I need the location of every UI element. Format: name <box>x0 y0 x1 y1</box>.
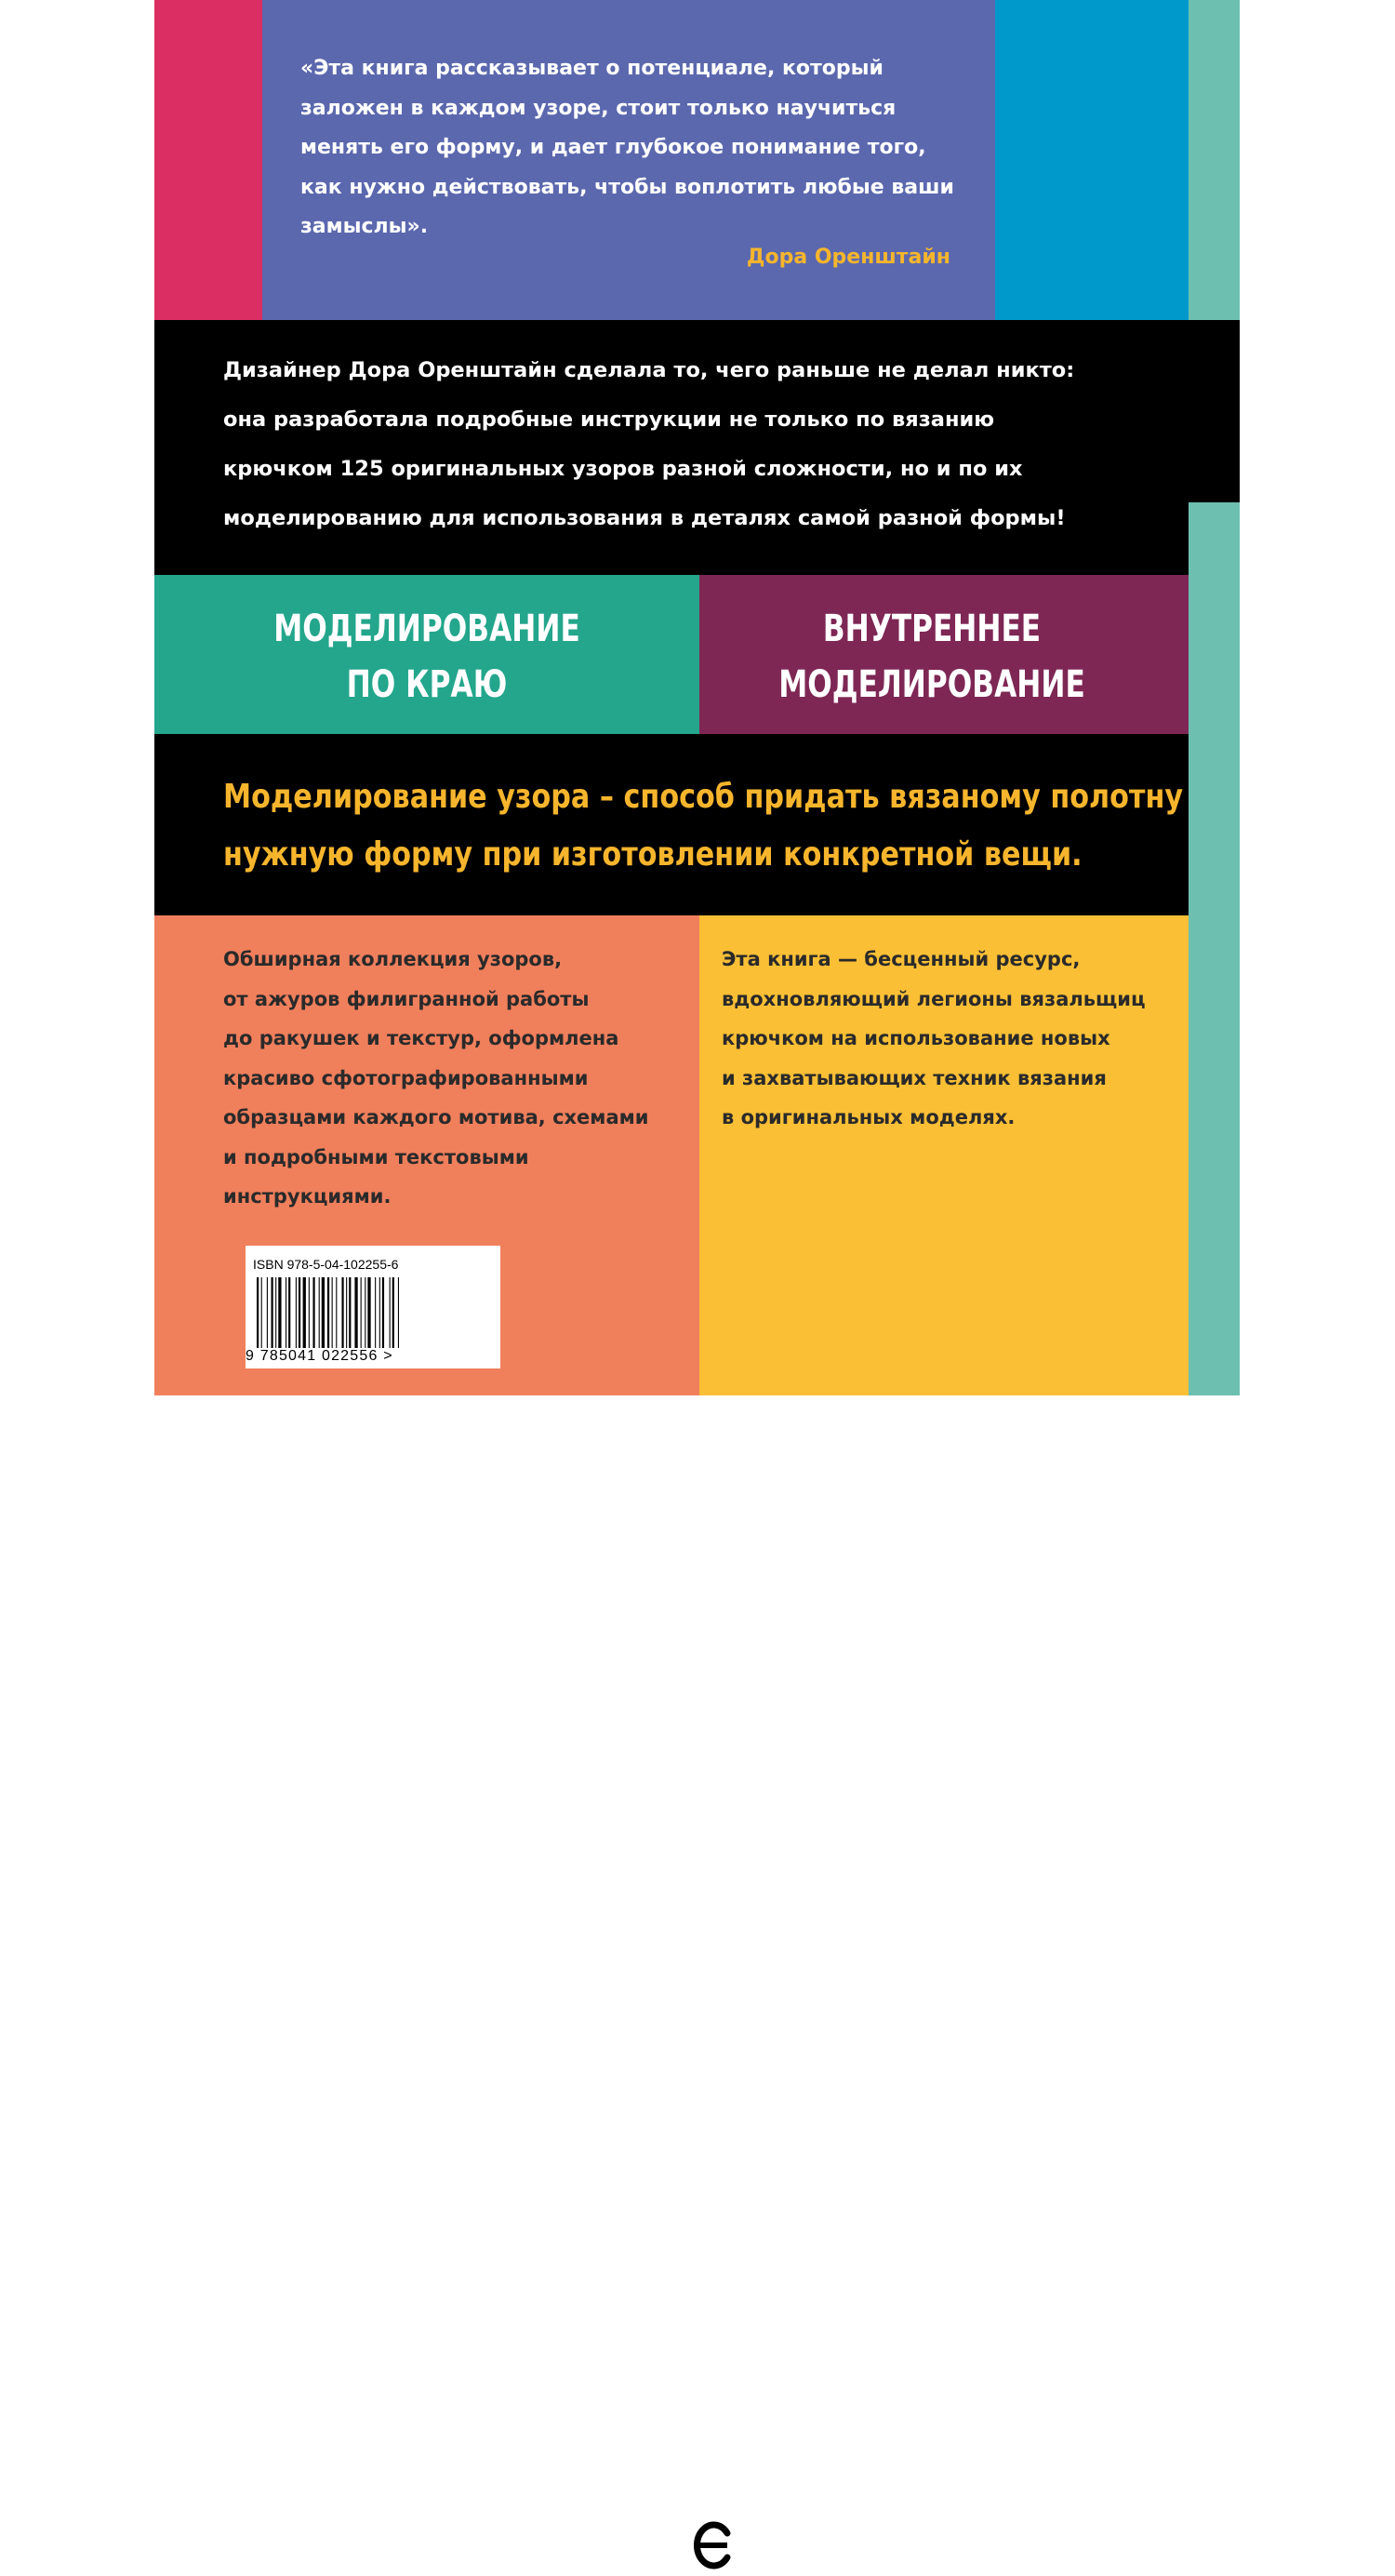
quote-line: менять его форму, и дает глубокое понимание того, <box>300 136 926 159</box>
resource-line: в оригинальных моделях. <box>722 1106 1016 1128</box>
collection-line: инструкциями. <box>223 1185 392 1208</box>
barcode-bar <box>296 1277 297 1348</box>
barcode-bar <box>398 1277 399 1348</box>
collection-line: и подробными текстовыми <box>223 1145 529 1168</box>
collection-text <box>223 940 688 1217</box>
definition-line: нужную форму при изготовлении конкретной вещи. <box>223 835 1083 874</box>
resource-line: Эта книга — бесценный ресурс, <box>722 948 1081 970</box>
barcode-bar <box>361 1277 362 1348</box>
barcode <box>257 1277 443 1348</box>
barcode-bar <box>299 1277 300 1348</box>
spine-black-tab <box>1189 320 1240 502</box>
edge-shaping-heading <box>214 601 639 713</box>
barcode-bar <box>319 1277 320 1348</box>
barcode-bar <box>367 1277 370 1348</box>
barcode-bar <box>346 1277 347 1348</box>
quote-line: как нужно действовать, чтобы воплотить любые ваши <box>300 175 954 199</box>
isbn-barcode-box <box>246 1246 500 1368</box>
ean-digits: 9 785041 022556 > <box>246 1348 393 1364</box>
resource-line: вдохновляющий легионы вязальщиц <box>722 987 1146 1010</box>
quote-author: Дора Оренштайн <box>746 246 950 269</box>
resource-text <box>722 940 1182 1138</box>
barcode-bar <box>267 1277 268 1348</box>
barcode-bar <box>288 1277 290 1348</box>
barcode-bar <box>309 1277 310 1348</box>
quote-line: замыслы». <box>300 215 429 238</box>
barcode-bar <box>261 1277 262 1348</box>
blue-stripe <box>995 0 1189 320</box>
collection-line: образцами каждого мотива, схемами <box>223 1106 649 1128</box>
resource-line: крючком на использование новых <box>722 1027 1110 1049</box>
barcode-bar <box>341 1277 343 1348</box>
barcode-bar <box>278 1277 281 1348</box>
barcode-bar <box>336 1277 337 1348</box>
heading-line: ПО КРАЮ <box>346 663 508 706</box>
barcode-bar <box>332 1277 333 1348</box>
intro-paragraph <box>223 346 1172 543</box>
barcode-bar <box>272 1277 273 1348</box>
intro-line: крючком 125 оригинальных узоров разной сложности, но и по их <box>223 457 1023 481</box>
barcode-bar <box>349 1277 351 1348</box>
collection-line: красиво сфотографированными <box>223 1066 589 1089</box>
barcode-bar <box>257 1277 259 1348</box>
collection-line: от ажуров филигранной работы <box>223 987 590 1010</box>
barcode-bar <box>390 1277 391 1348</box>
heading-line: МОДЕЛИРОВАНИЕ <box>273 607 580 650</box>
teal-spine-strip <box>1189 0 1240 1395</box>
barcode-bar <box>303 1277 306 1348</box>
resource-line: и захватывающих техник вязания <box>722 1066 1107 1089</box>
publisher-e-logo-icon <box>690 2515 733 2576</box>
barcode-bar <box>312 1277 314 1348</box>
heading-line: ВНУТРЕННЕЕ <box>822 607 1042 650</box>
intro-line: моделированию для использования в деталях самой разной формы! <box>223 506 1066 530</box>
heading-line: МОДЕЛИРОВАНИЕ <box>778 663 1085 706</box>
isbn-label: ISBN 978-5-04-102255-6 <box>253 1257 399 1272</box>
definition-text <box>223 768 1184 884</box>
barcode-bar <box>354 1277 357 1348</box>
collection-line: Обширная коллекция узоров, <box>223 948 563 970</box>
quote-text <box>300 49 989 247</box>
barcode-bar <box>275 1277 276 1348</box>
barcode-bar <box>327 1277 329 1348</box>
barcode-bar <box>392 1277 394 1348</box>
barcode-bar <box>322 1277 325 1348</box>
pink-stripe <box>154 0 262 320</box>
barcode-bar <box>382 1277 384 1348</box>
barcode-bar <box>379 1277 380 1348</box>
quote-line: «Эта книга рассказывает о потенциале, который <box>300 57 884 80</box>
collection-line: до ракушек и текстур, оформлена <box>223 1027 619 1049</box>
intro-line: она разработала подробные инструкции не только по вязанию <box>223 407 995 432</box>
quote-line: заложен в каждом узоре, стоит только научиться <box>300 96 897 120</box>
barcode-bar <box>375 1277 376 1348</box>
definition-line: Моделирование узора – способ придать вязаному полотну <box>223 778 1184 816</box>
inner-shaping-heading <box>751 601 1113 713</box>
intro-line: Дизайнер Дора Оренштайн сделала то, чего раньше не делал никто: <box>223 358 1075 382</box>
